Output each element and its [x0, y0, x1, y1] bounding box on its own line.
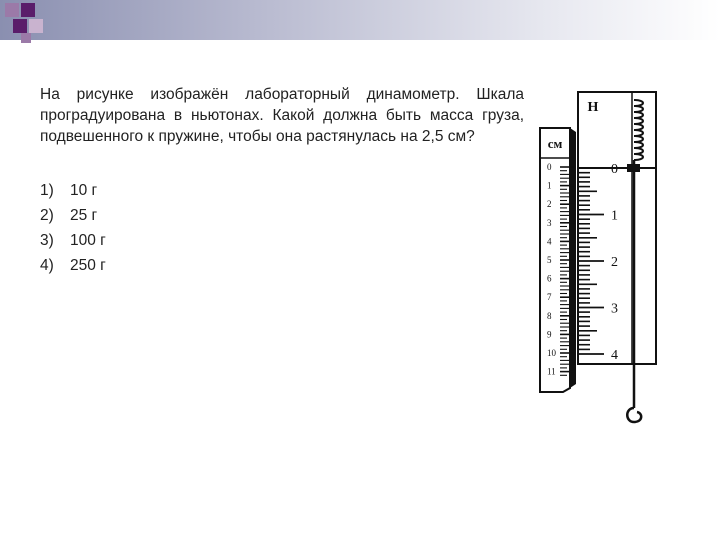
hook-icon [627, 408, 641, 422]
cm-tick-label: 3 [547, 217, 552, 228]
option-number: 4) [40, 257, 54, 274]
cm-tick-label: 8 [547, 310, 552, 321]
newton-tick-label: 1 [611, 208, 618, 224]
option-number: 3) [40, 232, 54, 249]
cm-tick-label: 7 [547, 292, 552, 303]
newton-tick-label: 3 [611, 301, 618, 317]
option-label: 10 г [70, 182, 98, 199]
newton-scale [578, 162, 618, 363]
cm-tick-label: 4 [547, 236, 552, 247]
question-text: На рисунке изображён лабораторный динамометр. Шкала проградуирована в ньютонах. Какой должна быть масса груза, подвешенного к пружине, чтобы она растянулась на 2,5 см? [40, 86, 524, 145]
option-label: 250 г [70, 257, 106, 274]
spring-coil [634, 100, 643, 160]
cm-tick-label: 9 [547, 329, 552, 340]
newton-unit-label: Н [587, 100, 599, 115]
option-number: 2) [40, 207, 54, 224]
option-label: 25 г [70, 207, 98, 224]
option-label: 100 г [70, 232, 106, 249]
newton-tick-label: 0 [611, 162, 618, 177]
cm-tick-label: 10 [547, 348, 556, 358]
cm-tick-label: 5 [547, 255, 552, 265]
cm-unit-label: см [547, 136, 563, 151]
option-number: 1) [40, 182, 54, 199]
cm-tick-label: 0 [547, 162, 552, 172]
newton-tick-label: 4 [611, 348, 618, 363]
cm-tick-label: 11 [547, 366, 556, 377]
cm-tick-label: 6 [547, 273, 552, 284]
cm-tick-label: 2 [547, 199, 552, 210]
cm-tick-label: 1 [547, 180, 552, 191]
newton-tick-label: 2 [611, 255, 618, 270]
